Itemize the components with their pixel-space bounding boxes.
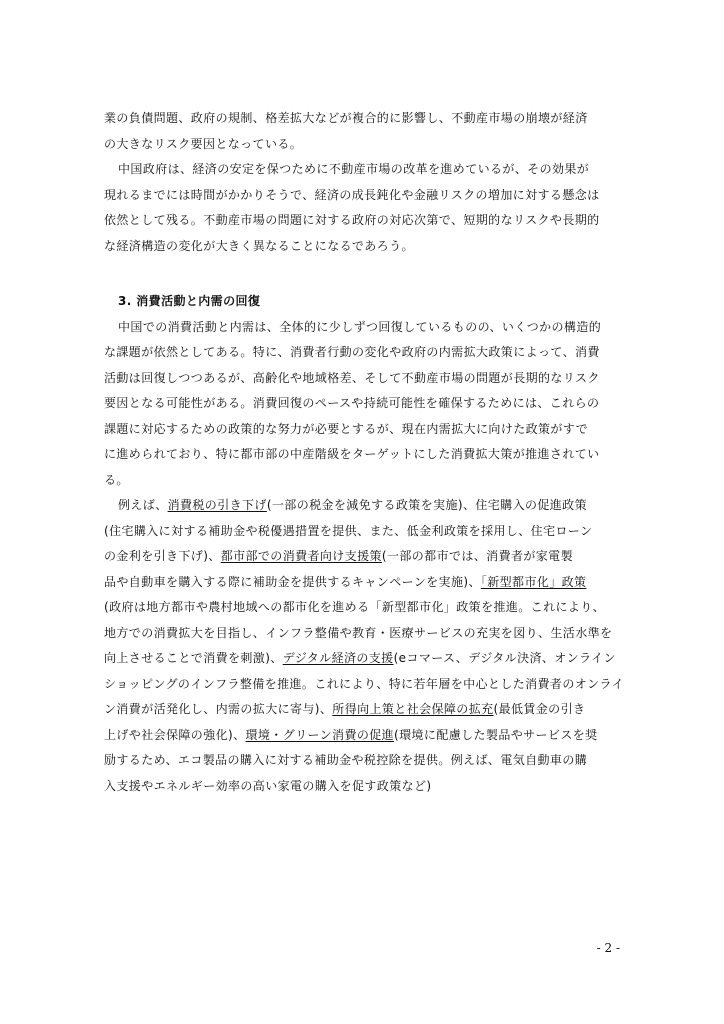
text-line [104, 544, 624, 570]
text-segment: (一部の税金を減免する政策を実施)、住宅購入の促進政策 [266, 498, 587, 512]
text-line: 課題に対応するための政策的な努力が必要とするが、現在内需拡大に向けた政策がすで [104, 421, 588, 436]
text-line [104, 697, 624, 723]
underlined-policy: 所得向上策と社会保障の拡充 [332, 702, 494, 716]
underlined-policy: 「新型都市化」政策 [480, 574, 587, 589]
text-line: 中国政府は、経済の安定を保つために不動産市場の改革を進めているが、その効果が [118, 162, 590, 176]
text-line: 入支援やエネルギー効率の高い家電の購入を促す政策など) [104, 778, 432, 793]
underlined-policy: 消費税の引き下げ [167, 498, 267, 512]
text-segment: 例えば、 [118, 498, 168, 512]
text-line: 現れるまでには時間がかかりそうで、経済の成長鈍化や金融リスクの増加に対する懸念は [104, 187, 600, 202]
text-line: 業の負債問題、政府の規制、格差拡大などが複合的に影響し、不動産市場の崩壊が経済 [104, 111, 588, 125]
text-line: の大きなリスク要因となっている。 [104, 136, 303, 151]
text-line: 活動は回復しつつあるが、高齢化や地域格差、そして不動産市場の問題が長期的なリスク [104, 370, 600, 385]
text-line: 依然として残る。不動産市場の問題に対する政府の対応次第で、短期的なリスクや長期的 [104, 213, 600, 227]
text-segment: 品や自動車を購入する際に補助金を提供するキャンペーンを実施)、 [104, 574, 481, 589]
text-line: (住宅購入に対する補助金や税優遇措置を提供、また、低金利政策を採用し、住宅ローン [104, 523, 593, 538]
text-line: (政府は地方都市や農村地域への都市化を進める「新型都市化」政策を推進。これにより、 [104, 600, 606, 614]
text-line [104, 723, 624, 749]
text-line: 中国での消費活動と内需は、全体的に少しずつ回復しているものの、いくつかの構造的 [118, 319, 602, 334]
text-line: に進められており、特に都市部の中産階級をターゲットにした消費拡大策が推進されてい [104, 447, 600, 461]
text-line: 励するため、エコ製品の購入に対する補助金や税控除を提供。例えば、電気自動車の購 [104, 753, 588, 767]
text-line: な課題が依然としてある。特に、消費者行動の変化や政府の内需拡大政策によって、消費 [104, 345, 600, 359]
text-line [104, 570, 624, 596]
text-line [104, 493, 624, 519]
body-text [104, 106, 624, 799]
section-heading: 3. 消費活動と内需の回復 [118, 294, 261, 308]
text-line: 地方での消費拡大を目指し、インフラ整備や教育・医療サービスの充実を図り、生活水準を [104, 625, 613, 640]
text-line: ショッピングのインフラ整備を推進。これにより、特に若年層を中心とした消費者のオンライ [104, 676, 624, 691]
text-segment: 向上させることで消費を刺激)、 [104, 651, 283, 665]
text-segment: (最低賃金の引き [493, 702, 586, 716]
text-line: る。 [104, 472, 129, 487]
underlined-policy: 環境・グリーン消費の促進 [245, 727, 395, 742]
text-line: 要因となる可能性がある。消費回復のペースや持続可能性を確保するためには、これらの [104, 396, 600, 410]
text-segment: (eコマース、デジタル決済、オンライン [393, 651, 616, 665]
text-segment: 上げや社会保障の強化)、 [104, 727, 246, 742]
text-line: な経済構造の変化が大きく異なることになるであろう。 [104, 238, 414, 253]
underlined-policy: 都市部での消費者向け支援策 [220, 549, 382, 563]
text-segment: (一部の都市では、消費者が家電製 [381, 549, 573, 563]
text-segment: (環境に配慮した製品やサービスを奨 [394, 727, 598, 742]
text-segment: ン消費が活発化し、内需の拡大に寄与)、 [104, 702, 333, 716]
page-number: - 2 - [596, 941, 620, 955]
underlined-policy: デジタル経済の支援 [282, 651, 394, 665]
text-segment: の金利を引き下げ)、 [104, 549, 221, 563]
section-gap [104, 259, 624, 289]
text-line [104, 646, 624, 672]
